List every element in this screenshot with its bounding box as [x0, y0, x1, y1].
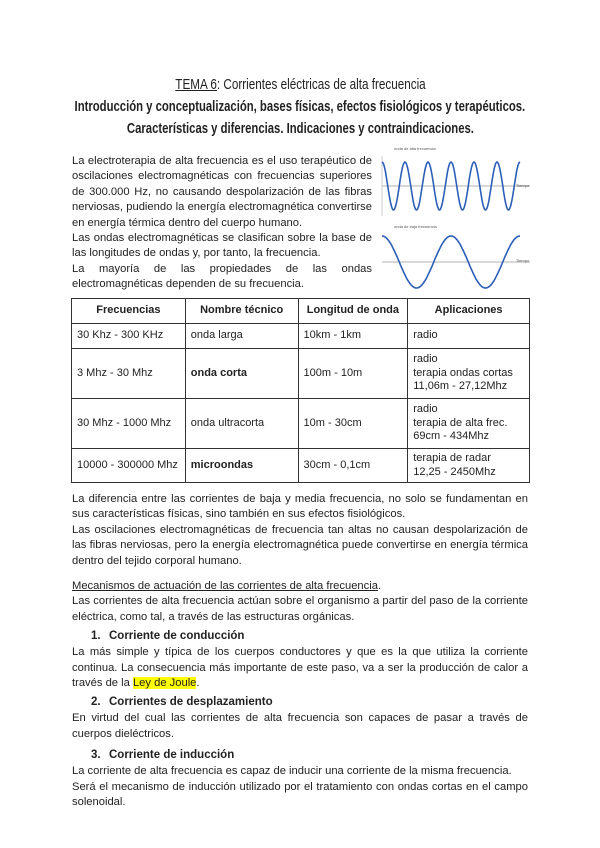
- technical-name-cell: onda larga: [185, 324, 298, 349]
- section-heading-induction: 3. Corriente de inducción: [91, 749, 235, 762]
- application-line: radio: [413, 403, 438, 416]
- frequency-cell: 30 Khz - 300 KHz: [72, 324, 186, 349]
- applications-cell: [408, 349, 530, 399]
- application-line: radio: [413, 329, 438, 342]
- application-line: 12,25 - 2450Mhz: [413, 465, 496, 478]
- frequency-cell: 10000 - 300000 Mhz: [72, 449, 186, 483]
- paragraph: Las oscilaciones electromagnéticas de frecuencia tan altas no causan despolarización de las fibras nerviosas, pero la energía electromagnética puede convertirse en energía térmica dentro del tejido corporal humano.: [72, 523, 528, 567]
- paragraph: La diferencia entre las corrientes de baja y media frecuencia, no solo se fundamentan en sus características físicas, sino también en sus efectos fisiológicos.: [72, 493, 528, 521]
- subtitle-1: Introducción y conceptualización, bases físicas, efectos fisiológicos y terapéuticos.: [74, 99, 526, 115]
- frequency-table: [71, 298, 530, 483]
- paragraph: Será el mecanismo de inducción utilizado por el tratamiento con ondas cortas en el campo solenoidal.: [72, 780, 528, 809]
- intro-paragraph: La electroterapia de alta frecuencia es el uso terapéutico de oscilaciones electromagnéticas con frecuencias superiores de 300.000 Hz, no causando despolarización de las fibras nerviosas, pudiendo la energía electromagnética convertirse en energía térmica dentro del cuerpo humano.: [72, 155, 372, 229]
- application-line: terapia de alta frec.: [413, 416, 508, 429]
- intro-paragraph: La mayoría de las propiedades de las ondas electromagnéticas dependen de su frecuencia.: [72, 262, 372, 291]
- paragraph: En virtud del cual las corrientes de alta frecuencia son capaces de pasar a través de cuerpos dieléctricos.: [72, 712, 528, 740]
- application-line: 69cm - 434Mhz: [413, 430, 490, 443]
- application-line: radio: [413, 353, 438, 366]
- wave-graph: [378, 224, 538, 294]
- applications-cell: [408, 399, 530, 449]
- application-line: terapia de radar: [413, 452, 491, 464]
- wavelength-cell: 30cm - 0,1cm: [298, 449, 408, 483]
- applications-cell: [408, 449, 530, 483]
- technical-name-cell: onda corta: [185, 349, 298, 399]
- highlighted-text: Ley de Joule: [132, 677, 197, 690]
- column-header: Frecuencias: [72, 299, 186, 324]
- body-section: [72, 492, 528, 811]
- frequency-cell: 30 Mhz - 1000 Mhz: [72, 399, 186, 449]
- mechanisms-paragraph: [72, 579, 528, 625]
- section-heading-conduction: 1. Corriente de conducción: [91, 630, 245, 643]
- paragraph: La más simple y típica de los cuerpos conductores y que es la que utiliza la corriente continua. La consecuencia más importante de este paso, va a ser la producción de calor a través de la Ley de Joule.: [72, 646, 528, 690]
- paragraph: La corriente de alta frecuencia es capaz de inducir una corriente de la misma frecuencia.: [72, 765, 512, 778]
- topic-number: TEMA 6: [174, 76, 217, 93]
- technical-name-cell: microondas: [185, 449, 298, 483]
- axis-label: Tiempo: [516, 183, 530, 188]
- column-header: Aplicaciones: [408, 299, 530, 324]
- document-title: [0, 76, 600, 93]
- application-line: 11,06m - 27,12Mhz: [413, 380, 508, 393]
- frequency-cell: 3 Mhz - 30 Mhz: [72, 349, 186, 399]
- subtitle-2: Características y diferencias. Indicaciones y contraindicaciones.: [126, 121, 474, 137]
- section-heading-displacement: 2. Corrientes de desplazamiento: [91, 696, 273, 709]
- applications-cell: [408, 324, 530, 349]
- wave-graph: [378, 146, 538, 216]
- technical-name-cell: onda ultracorta: [185, 399, 298, 449]
- table-row: [72, 349, 530, 399]
- wavelength-cell: 10km - 1km: [298, 324, 408, 349]
- figure-label: onda de alta frecuencia: [394, 146, 436, 151]
- table-row: [72, 449, 530, 483]
- mechanisms-heading: Mecanismos de actuación de las corrientes de alta frecuencia: [72, 580, 378, 593]
- table-row: [72, 324, 530, 349]
- column-header: Nombre técnico: [185, 299, 298, 324]
- column-header: Longitud de onda: [298, 299, 408, 324]
- high-frequency-wave-figure: [378, 146, 538, 216]
- mechanisms-text: Las corrientes de alta frecuencia actúan sobre el organismo a partir del paso de la corriente eléctrica, como tal, a través de las estructuras orgánicas.: [72, 595, 528, 623]
- period: .: [377, 580, 382, 593]
- wavelength-cell: 10m - 30cm: [298, 399, 408, 449]
- title-text: : Corrientes eléctricas de alta frecuencia: [216, 76, 426, 93]
- application-line: terapia ondas cortas: [413, 366, 513, 379]
- axis-label: Tiempo: [516, 258, 530, 263]
- low-frequency-wave-figure: [378, 224, 538, 294]
- intro-paragraph: Las ondas electromagnéticas se clasifican sobre la base de las longitudes de ondas y, por tanto, la frecuencia.: [72, 232, 372, 260]
- figure-label: onda de baja frecuencia: [394, 224, 437, 229]
- intro-section: [72, 154, 372, 293]
- wavelength-cell: 100m - 10m: [298, 349, 408, 399]
- table-row: [72, 399, 530, 449]
